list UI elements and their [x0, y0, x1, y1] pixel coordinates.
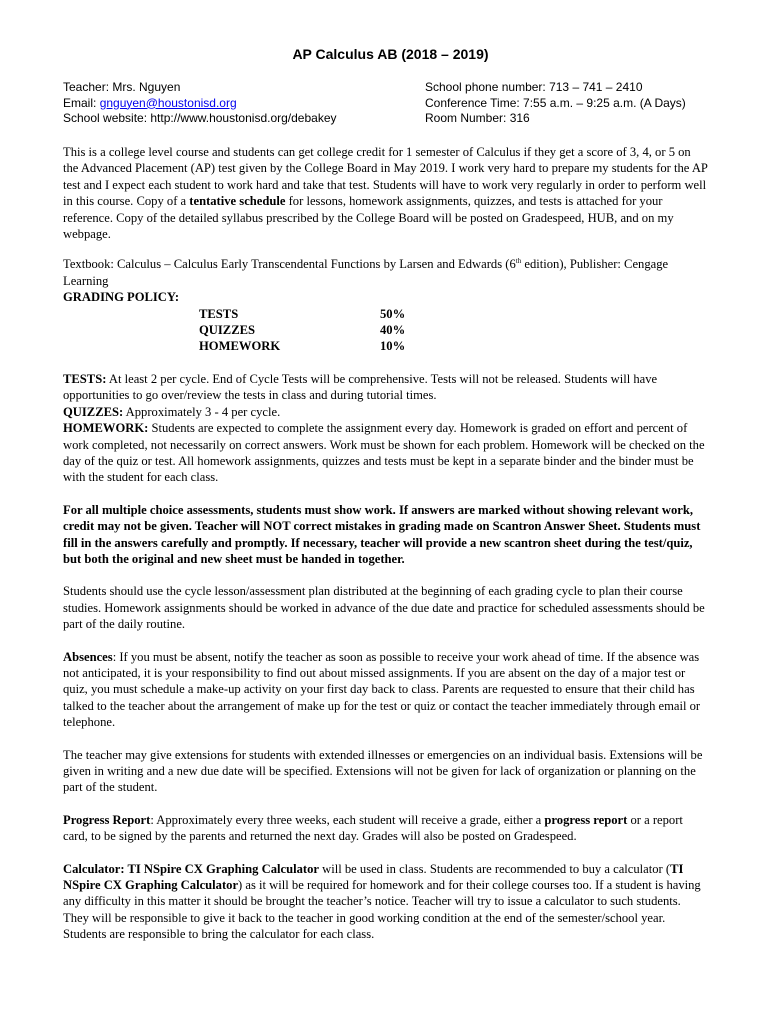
school-info — [425, 80, 686, 127]
absences-text: : If you must be absent, notify the teacher as soon as possible to receive your work ahead of time. If the absence was not anticipated, it is your responsibility to find out about missed assignments. If you are absent on the day of a major test or quiz, you must schedule a make-up activity on your first day back to class. Parents are requested to ensure that their child has talked to the teacher about the arrangement of make up for the test or quiz or contact the teacher immediately through email or telephone. — [63, 649, 701, 730]
grading-category: QUIZZES — [199, 323, 255, 338]
textbook-text: Textbook: Calculus – Calculus Early Transcendental Functions by Larsen and Edwards (6 — [63, 257, 516, 272]
grading-category: HOMEWORK — [199, 339, 281, 354]
grading-row — [199, 338, 708, 354]
grading-row — [199, 322, 708, 338]
progress-report-paragraph — [63, 812, 708, 845]
calculator-text: will be used in class. Students are recommended to buy a calculator ( — [318, 861, 671, 876]
teacher-email-link[interactable]: gnguyen@houstonisd.org — [99, 95, 237, 110]
progress-report-bold: progress report — [544, 812, 628, 827]
teacher-email-line — [63, 96, 337, 112]
calculator-label: Calculator: TI NSpire CX Graphing Calculator — [63, 861, 319, 876]
quizzes-paragraph — [63, 404, 708, 420]
grading-category: TESTS — [199, 306, 239, 321]
homework-label: HOMEWORK: — [63, 421, 149, 436]
extensions-paragraph: The teacher may give extensions for students with extended illnesses or emergencies on an individual basis. Extensions will be given in writing and a new due date will be specified. Extensions will not be given for lack of organization or planning on the part of the student. — [63, 747, 703, 795]
teacher-info — [63, 80, 337, 127]
quizzes-text: Approximately 3 - 4 per cycle. — [123, 404, 281, 419]
textbook-paragraph — [63, 256, 708, 289]
tests-label: TESTS: — [63, 371, 107, 386]
tests-text: At least 2 per cycle. End of Cycle Tests will be comprehensive. Tests will not be released. Students will have opportunities to go over/review the tests in class and during tutorial times. — [63, 371, 658, 403]
tentative-schedule-text: tentative schedule — [189, 194, 286, 209]
progress-text-end: or a report card, to be signed by the parents and returned the next day. Grades will also be posted on Gradespeed. — [63, 812, 683, 844]
page-title: AP Calculus AB (2018 – 2019) — [292, 46, 489, 62]
absences-paragraph — [63, 649, 708, 731]
syllabus-page — [63, 46, 708, 943]
progress-report-label: Progress Report — [63, 812, 151, 827]
tests-paragraph — [63, 371, 708, 404]
grading-table — [199, 306, 708, 355]
homework-text: Students are expected to complete the assignment every day. Homework is graded on effort and percent of work completed, not necessarily on correct answers. Work must be shown for each problem. Homework will be checked on the day of the quiz or test. All homework assignments, quizzes and tests must be kept in a separate binder and the binder must be with the student for each class. — [63, 421, 705, 485]
school-phone: School phone number: 713 – 741 – 2410 — [425, 80, 643, 94]
email-label: Email: — [63, 95, 100, 110]
multiple-choice-paragraph: For all multiple choice assessments, students must show work. If answers are marked without showing relevant work, credit may not be given. Teacher will NOT correct mistakes in grading made on Scantron Answer Sheet. Students must fill in the answers carefully and promptly. If necessary, teacher will provide a new scantron sheet during the test/quiz, but both the original and new sheet must be handed in together. — [63, 502, 701, 566]
calculator-model-bold: TI NSpire CX Graphing Calculator — [63, 861, 684, 893]
grading-heading: GRADING POLICY: — [63, 290, 180, 305]
teacher-name: Teacher: Mrs. Nguyen — [63, 80, 181, 94]
conference-time: Conference Time: 7:55 a.m. – 9:25 a.m. (A Days) — [425, 95, 686, 110]
quizzes-label: QUIZZES: — [63, 404, 124, 419]
textbook-text-end: edition), Publisher: Cengage Learning — [63, 257, 669, 288]
grading-percent: 50% — [380, 306, 406, 321]
grading-percent: 10% — [380, 339, 406, 354]
calculator-text-end: ) as it will be required for homework and for their college courses too. If a student is having any difficulty in this matter it should be brought the teacher’s notice. Teacher will try to issue a calculator to such students. They will be responsible to give it back to the teacher in good working condition at the end of the semester/school year. Students are responsible to bring the calculator for each class. — [63, 878, 701, 942]
intro-text-end: for lessons, homework assignments, quizzes, and tests is attached for your reference. Copy of the detailed syllabus prescribed by the College Board will be posted on Gradespeed, HUB, and on my webpage. — [63, 194, 674, 242]
progress-text: : Approximately every three weeks, each student will receive a grade, either a — [150, 812, 545, 827]
grading-row — [199, 306, 708, 322]
homework-paragraph — [63, 420, 708, 486]
edition-superscript: th — [515, 257, 522, 266]
intro-text: This is a college level course and students can get college credit for 1 semester of Calculus if they get a score of 3, 4, or 5 on the Advanced Placement (AP) test given by the College Board in May 2019. I work very hard to prepare my students for the AP test and I expect each student to work hard and take that test. Students will have to work very regularly in order to perform well in this course. Copy of a — [63, 145, 708, 209]
calculator-paragraph — [63, 861, 708, 943]
grading-percent: 40% — [380, 323, 406, 338]
intro-paragraph — [63, 144, 708, 242]
absences-label: Absences — [63, 649, 113, 664]
contact-info — [63, 80, 708, 128]
cycle-plan-paragraph: Students should use the cycle lesson/assessment plan distributed at the beginning of each grading cycle to plan their course studies. Homework assignments should be worked in advance of the due date and practice for scheduled assessments should be part of the daily routine. — [63, 584, 705, 632]
school-website: School website: http://www.houstonisd.org/debakey — [63, 111, 337, 125]
room-number: Room Number: 316 — [425, 111, 530, 125]
